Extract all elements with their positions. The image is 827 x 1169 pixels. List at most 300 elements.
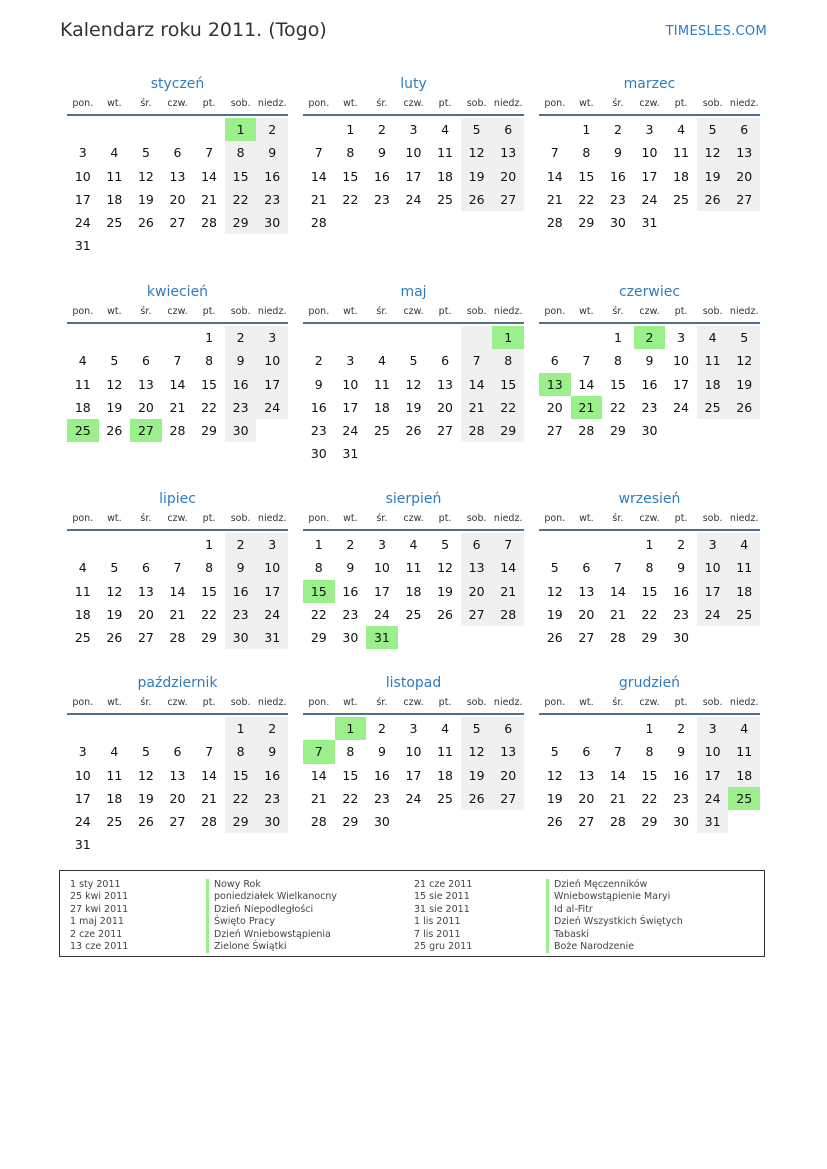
weekday-label: śr. <box>612 306 624 317</box>
day-cell: 21 <box>310 191 327 207</box>
holiday-name: Dzień Wszystkich Świętych <box>546 916 683 928</box>
day-cell: 25 <box>405 606 422 622</box>
day-cell: 5 <box>697 118 729 141</box>
month-name: grudzień <box>618 675 681 691</box>
weekday-label: niedz. <box>257 513 287 524</box>
weekday-label: śr. <box>612 513 624 524</box>
empty-cell <box>366 442 398 465</box>
empty-cell <box>398 326 430 349</box>
empty-cell <box>256 234 288 257</box>
day-cell: 3 <box>697 717 729 740</box>
day-cell: 11 <box>437 744 454 760</box>
empty-cell <box>492 211 524 234</box>
day-cell: 23 <box>609 191 626 207</box>
weekday-header <box>303 94 524 116</box>
weekday-label: pt. <box>202 306 216 317</box>
day-cell: 12 <box>461 740 493 763</box>
day-cell: 2 <box>225 533 257 556</box>
weekday-label: sob. <box>466 306 487 317</box>
day-cell: 8 <box>225 141 257 164</box>
day-cell: 20 <box>492 165 524 188</box>
holiday-date: 27 kwi 2011 <box>70 903 129 915</box>
day-cell: 19 <box>697 165 729 188</box>
weekday-label: czw. <box>403 697 424 708</box>
weekday-label: sob. <box>230 98 251 109</box>
day-cell: 7 <box>582 353 591 369</box>
day-cell: 20 <box>461 580 493 603</box>
month-block <box>67 68 288 258</box>
month-name: listopad <box>385 675 442 691</box>
day-cell: 4 <box>409 537 418 552</box>
day-cell: 14 <box>169 376 186 392</box>
holiday-name: Boże Narodzenie <box>546 941 683 953</box>
day-cell: 25 <box>673 191 690 207</box>
day-cell: 13 <box>539 373 571 396</box>
weekday-label: sob. <box>466 98 487 109</box>
weekday-label: czw. <box>403 513 424 524</box>
holiday-date: 1 lis 2011 <box>414 916 461 928</box>
day-cell: 2 <box>377 122 386 137</box>
day-cell: 30 <box>225 626 257 649</box>
empty-cell <box>398 810 430 833</box>
day-grid <box>303 326 524 466</box>
weekday-label: pt. <box>438 98 452 109</box>
day-cell: 29 <box>641 814 658 830</box>
day-cell: 13 <box>728 141 760 164</box>
day-cell: 18 <box>673 168 690 184</box>
day-cell: 7 <box>303 740 335 763</box>
day-cell: 9 <box>613 145 622 161</box>
weekday-label: czw. <box>167 697 188 708</box>
weekday-label: pt. <box>202 98 216 109</box>
day-cell: 17 <box>256 373 288 396</box>
empty-cell <box>571 717 603 740</box>
weekday-label: sob. <box>702 306 723 317</box>
day-cell: 4 <box>110 145 119 161</box>
day-cell: 7 <box>613 560 622 576</box>
day-cell: 22 <box>641 606 658 622</box>
day-cell: 12 <box>546 767 563 783</box>
empty-cell <box>429 211 461 234</box>
day-cell: 27 <box>437 423 454 439</box>
day-cell: 17 <box>405 767 422 783</box>
day-cell: 2 <box>256 717 288 740</box>
day-grid <box>303 533 524 649</box>
weekday-label: pt. <box>438 306 452 317</box>
empty-cell <box>366 326 398 349</box>
weekday-label: pon. <box>544 697 566 708</box>
weekday-label: pon. <box>544 306 566 317</box>
day-cell: 8 <box>645 560 654 576</box>
day-cell: 26 <box>106 423 123 439</box>
weekday-label: śr. <box>376 513 388 524</box>
empty-cell <box>539 118 571 141</box>
day-cell: 10 <box>697 556 729 579</box>
empty-cell <box>461 326 493 349</box>
weekday-label: niedz. <box>493 306 523 317</box>
empty-cell <box>130 118 162 141</box>
weekday-label: pt. <box>674 98 688 109</box>
empty-cell <box>728 419 760 442</box>
day-cell: 6 <box>582 560 591 576</box>
day-cell: 25 <box>697 396 729 419</box>
day-cell: 18 <box>728 764 760 787</box>
day-cell: 18 <box>106 790 123 806</box>
day-cell: 15 <box>641 767 658 783</box>
day-cell: 27 <box>492 188 524 211</box>
weekday-header <box>303 302 524 324</box>
day-cell: 27 <box>546 423 563 439</box>
day-cell: 7 <box>461 349 493 372</box>
day-cell: 1 <box>205 330 214 345</box>
empty-cell <box>130 326 162 349</box>
day-cell: 13 <box>169 168 186 184</box>
day-cell: 16 <box>342 583 359 599</box>
day-cell: 18 <box>437 168 454 184</box>
weekday-label: pon. <box>544 513 566 524</box>
day-grid <box>67 118 288 258</box>
day-cell: 30 <box>609 215 626 231</box>
day-cell: 2 <box>225 326 257 349</box>
weekday-label: czw. <box>167 513 188 524</box>
empty-cell <box>99 118 131 141</box>
day-cell: 9 <box>256 740 288 763</box>
month-block <box>303 68 524 234</box>
day-cell: 31 <box>641 215 658 231</box>
holiday-name: poniedziałek Wielkanocny <box>206 891 337 903</box>
day-cell: 14 <box>201 767 218 783</box>
day-cell: 9 <box>677 560 686 576</box>
day-cell: 29 <box>201 423 218 439</box>
day-cell: 26 <box>137 814 154 830</box>
day-cell: 2 <box>314 353 323 369</box>
day-cell: 5 <box>461 118 493 141</box>
day-cell: 25 <box>106 814 123 830</box>
empty-cell <box>193 118 225 141</box>
weekday-label: pon. <box>308 306 330 317</box>
day-cell: 12 <box>728 349 760 372</box>
day-cell: 21 <box>461 396 493 419</box>
day-cell: 10 <box>342 376 359 392</box>
day-cell: 24 <box>405 191 422 207</box>
day-cell: 19 <box>106 399 123 415</box>
month-name: lipiec <box>159 491 196 507</box>
day-cell: 19 <box>546 606 563 622</box>
day-cell: 31 <box>366 626 398 649</box>
day-cell: 25 <box>437 790 454 806</box>
day-cell: 19 <box>405 399 422 415</box>
day-cell: 17 <box>74 790 91 806</box>
weekday-label: niedz. <box>493 98 523 109</box>
day-cell: 19 <box>546 790 563 806</box>
day-cell: 4 <box>728 717 760 740</box>
day-cell: 10 <box>697 740 729 763</box>
day-cell: 3 <box>377 537 386 552</box>
day-cell: 16 <box>673 583 690 599</box>
day-cell: 3 <box>697 533 729 556</box>
weekday-label: pt. <box>202 513 216 524</box>
holiday-date: 31 sie 2011 <box>414 903 470 915</box>
day-cell: 31 <box>697 810 729 833</box>
month-block <box>539 483 760 649</box>
day-cell: 12 <box>437 560 454 576</box>
day-cell: 27 <box>137 630 154 646</box>
weekday-label: pt. <box>674 697 688 708</box>
month-block <box>539 667 760 833</box>
day-cell: 9 <box>225 556 257 579</box>
weekday-label: pon. <box>544 98 566 109</box>
day-cell: 20 <box>169 191 186 207</box>
empty-cell <box>225 833 257 856</box>
weekday-label: sob. <box>230 513 251 524</box>
day-cell: 6 <box>550 353 559 369</box>
weekday-label: wt. <box>579 513 594 524</box>
day-cell: 26 <box>437 606 454 622</box>
day-cell: 25 <box>106 215 123 231</box>
holiday-name: Dzień Niepodległości <box>206 904 337 916</box>
day-cell: 18 <box>437 767 454 783</box>
day-cell: 25 <box>74 630 91 646</box>
day-cell: 14 <box>461 373 493 396</box>
empty-cell <box>571 326 603 349</box>
weekday-label: czw. <box>639 697 660 708</box>
weekday-label: śr. <box>376 306 388 317</box>
empty-cell <box>697 626 729 649</box>
day-cell: 17 <box>697 764 729 787</box>
day-cell: 11 <box>437 145 454 161</box>
weekday-label: pon. <box>308 513 330 524</box>
day-cell: 12 <box>461 141 493 164</box>
empty-cell <box>335 211 367 234</box>
empty-cell <box>492 810 524 833</box>
day-cell: 16 <box>225 580 257 603</box>
day-cell: 29 <box>641 630 658 646</box>
day-grid <box>539 717 760 833</box>
day-cell: 8 <box>346 744 355 760</box>
day-cell: 30 <box>673 630 690 646</box>
day-cell: 25 <box>728 787 760 810</box>
empty-cell <box>728 810 760 833</box>
day-grid <box>67 717 288 857</box>
day-cell: 9 <box>314 376 323 392</box>
day-cell: 27 <box>169 215 186 231</box>
weekday-label: śr. <box>140 98 152 109</box>
holiday-name: Zielone Świątki <box>206 941 337 953</box>
day-cell: 23 <box>256 787 288 810</box>
day-cell: 11 <box>74 583 91 599</box>
day-cell: 20 <box>578 790 595 806</box>
month-name: wrzesień <box>618 491 681 507</box>
day-cell: 22 <box>342 790 359 806</box>
day-cell: 26 <box>405 423 422 439</box>
day-cell: 18 <box>697 373 729 396</box>
brand-link[interactable]: TIMESLES.COM <box>665 24 767 39</box>
day-cell: 20 <box>578 606 595 622</box>
day-cell: 27 <box>578 814 595 830</box>
day-cell: 4 <box>677 122 686 137</box>
empty-cell <box>130 234 162 257</box>
day-cell: 4 <box>78 560 87 576</box>
day-cell: 29 <box>225 211 257 234</box>
day-cell: 19 <box>137 191 154 207</box>
empty-cell <box>728 626 760 649</box>
day-cell: 10 <box>405 744 422 760</box>
day-cell: 19 <box>728 373 760 396</box>
day-grid <box>303 717 524 833</box>
weekday-label: czw. <box>167 306 188 317</box>
empty-cell <box>335 326 367 349</box>
day-cell: 21 <box>169 399 186 415</box>
day-cell: 20 <box>546 399 563 415</box>
day-cell: 12 <box>137 168 154 184</box>
weekday-label: śr. <box>140 513 152 524</box>
day-cell: 19 <box>106 606 123 622</box>
weekday-label: pt. <box>202 697 216 708</box>
empty-cell <box>539 717 571 740</box>
day-cell: 12 <box>546 583 563 599</box>
day-grid <box>539 326 760 442</box>
day-cell: 25 <box>373 423 390 439</box>
day-cell: 26 <box>137 215 154 231</box>
day-cell: 4 <box>697 326 729 349</box>
holiday-date: 25 kwi 2011 <box>70 891 129 903</box>
day-cell: 9 <box>346 560 355 576</box>
day-cell: 26 <box>697 188 729 211</box>
empty-cell <box>728 211 760 234</box>
day-cell: 22 <box>225 787 257 810</box>
month-block <box>539 68 760 234</box>
day-cell: 16 <box>225 373 257 396</box>
day-cell: 3 <box>256 533 288 556</box>
day-cell: 24 <box>697 603 729 626</box>
day-cell: 3 <box>346 353 355 369</box>
day-cell: 21 <box>609 790 626 806</box>
day-cell: 22 <box>342 191 359 207</box>
weekday-label: wt. <box>343 697 358 708</box>
weekday-label: śr. <box>376 98 388 109</box>
day-cell: 10 <box>373 560 390 576</box>
weekday-label: wt. <box>343 98 358 109</box>
day-cell: 3 <box>78 744 87 760</box>
day-cell: 13 <box>461 556 493 579</box>
day-cell: 19 <box>461 764 493 787</box>
day-cell: 21 <box>609 606 626 622</box>
day-cell: 30 <box>673 814 690 830</box>
weekday-label: śr. <box>140 697 152 708</box>
empty-cell <box>67 533 99 556</box>
weekday-label: czw. <box>167 98 188 109</box>
day-cell: 12 <box>106 583 123 599</box>
day-cell: 1 <box>613 330 622 345</box>
holiday-date: 21 cze 2011 <box>414 879 473 890</box>
weekday-label: sob. <box>702 98 723 109</box>
day-cell: 24 <box>74 814 91 830</box>
weekday-label: pt. <box>674 513 688 524</box>
day-cell: 14 <box>578 376 595 392</box>
month-block <box>303 667 524 833</box>
day-cell: 23 <box>673 606 690 622</box>
day-cell: 27 <box>578 630 595 646</box>
empty-cell <box>665 419 697 442</box>
empty-cell <box>303 118 335 141</box>
day-cell: 30 <box>641 423 658 439</box>
day-cell: 14 <box>546 168 563 184</box>
day-cell: 29 <box>310 630 327 646</box>
day-cell: 12 <box>137 767 154 783</box>
weekday-label: niedz. <box>493 697 523 708</box>
month-name: kwiecień <box>146 284 209 300</box>
weekday-header <box>67 509 288 531</box>
day-cell: 28 <box>201 814 218 830</box>
day-cell: 6 <box>141 560 150 576</box>
weekday-label: sob. <box>702 697 723 708</box>
day-cell: 29 <box>609 423 626 439</box>
day-cell: 6 <box>461 533 493 556</box>
day-cell: 23 <box>342 606 359 622</box>
day-cell: 7 <box>492 533 524 556</box>
day-cell: 25 <box>67 419 99 442</box>
empty-cell <box>492 626 524 649</box>
day-cell: 8 <box>225 740 257 763</box>
weekday-header <box>67 302 288 324</box>
day-cell: 10 <box>74 767 91 783</box>
day-cell: 28 <box>492 603 524 626</box>
day-cell: 7 <box>613 744 622 760</box>
weekday-header <box>303 509 524 531</box>
day-cell: 6 <box>173 744 182 760</box>
weekday-label: wt. <box>343 513 358 524</box>
day-cell: 13 <box>169 767 186 783</box>
day-cell: 16 <box>256 764 288 787</box>
day-cell: 20 <box>137 606 154 622</box>
day-cell: 14 <box>492 556 524 579</box>
weekday-label: niedz. <box>493 513 523 524</box>
weekday-label: niedz. <box>257 697 287 708</box>
empty-cell <box>602 717 634 740</box>
holiday-name: Święto Pracy <box>206 916 337 928</box>
holiday-date: 1 sty 2011 <box>70 879 121 890</box>
day-cell: 24 <box>697 787 729 810</box>
day-cell: 20 <box>492 764 524 787</box>
empty-cell <box>99 234 131 257</box>
weekday-label: niedz. <box>729 306 759 317</box>
day-cell: 24 <box>256 396 288 419</box>
day-cell: 6 <box>728 118 760 141</box>
day-grid <box>67 533 288 649</box>
day-cell: 29 <box>492 419 524 442</box>
day-cell: 14 <box>169 583 186 599</box>
day-cell: 11 <box>728 740 760 763</box>
day-cell: 21 <box>169 606 186 622</box>
day-cell: 22 <box>310 606 327 622</box>
day-cell: 25 <box>437 191 454 207</box>
empty-cell <box>130 533 162 556</box>
weekday-label: pon. <box>72 697 94 708</box>
month-block <box>67 667 288 857</box>
day-cell: 5 <box>728 326 760 349</box>
day-cell: 11 <box>74 376 91 392</box>
day-cell: 4 <box>441 122 450 137</box>
day-cell: 4 <box>110 744 119 760</box>
day-cell: 12 <box>106 376 123 392</box>
day-cell: 22 <box>578 191 595 207</box>
weekday-label: pon. <box>72 513 94 524</box>
day-cell: 16 <box>673 767 690 783</box>
day-cell: 4 <box>728 533 760 556</box>
day-cell: 15 <box>342 168 359 184</box>
holiday-name: Dzień Wniebowstąpienia <box>206 929 337 941</box>
empty-cell <box>256 419 288 442</box>
